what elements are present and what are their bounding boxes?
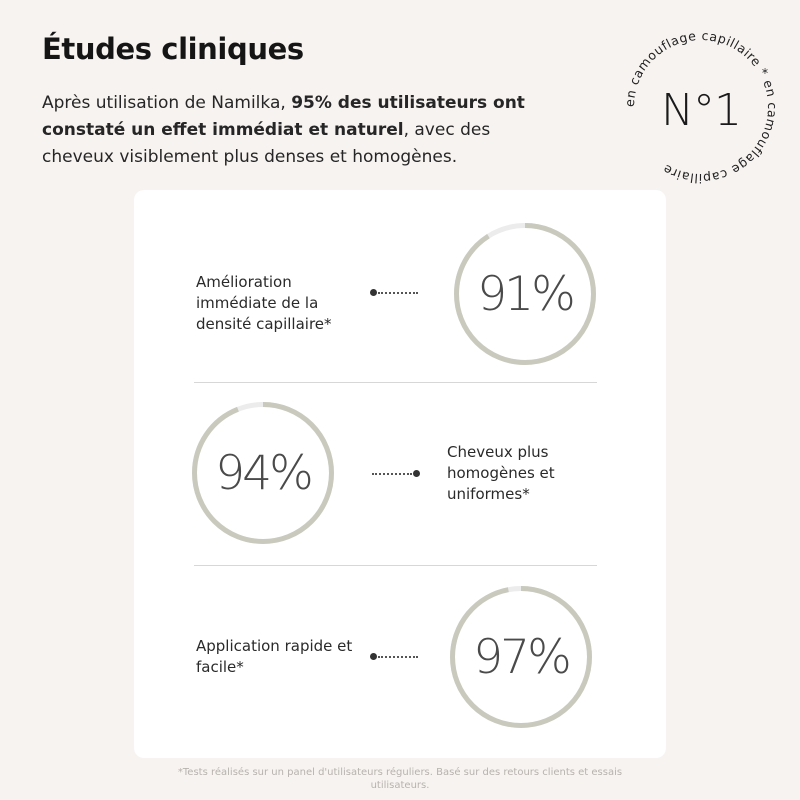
stat-label-density: Amélioration immédiate de la densité capillaire* [196, 273, 332, 333]
connector-line [378, 656, 418, 658]
stat-label-application: Application rapide et facile* [196, 637, 353, 676]
row-divider [194, 565, 597, 566]
stat-value-application: 97% [473, 629, 569, 685]
stat-ring [450, 586, 592, 728]
row-divider [194, 382, 597, 383]
connector-line [378, 292, 418, 294]
intro-text-bold: 95% des utilisateurs ont constaté un effet immédiat et naturel [42, 93, 525, 140]
stat-connector [370, 653, 420, 661]
badge-number: N°1 [661, 85, 741, 136]
intro-paragraph [42, 90, 562, 171]
stat-ring [454, 223, 596, 365]
stat-value-density: 91% [477, 266, 573, 322]
connector-line [372, 473, 412, 475]
page-title: Études cliniques [42, 32, 304, 66]
stats-card [134, 190, 666, 758]
connector-dot [370, 289, 377, 296]
footnote: *Tests réalisés sur un panel d'utilisateurs réguliers. Basé sur des retours clients et essais utilisateurs. [177, 767, 623, 791]
stat-ring [192, 402, 334, 544]
stat-label-homogeneity: Cheveux plus homogènes et uniformes* [447, 443, 555, 503]
connector-dot [413, 470, 420, 477]
intro-text-end: , avec des cheveux visiblement plus denses et homogènes. [42, 120, 491, 167]
no1-badge [618, 24, 784, 190]
badge-ring-text: en camouflage capillaire * en camouflage capillaire [621, 27, 781, 187]
connector-dot [370, 653, 377, 660]
stat-connector [372, 470, 422, 478]
stat-connector [370, 289, 420, 297]
stat-value-homogeneity: 94% [215, 445, 311, 501]
intro-text-start: Après utilisation de Namilka, [42, 93, 292, 113]
